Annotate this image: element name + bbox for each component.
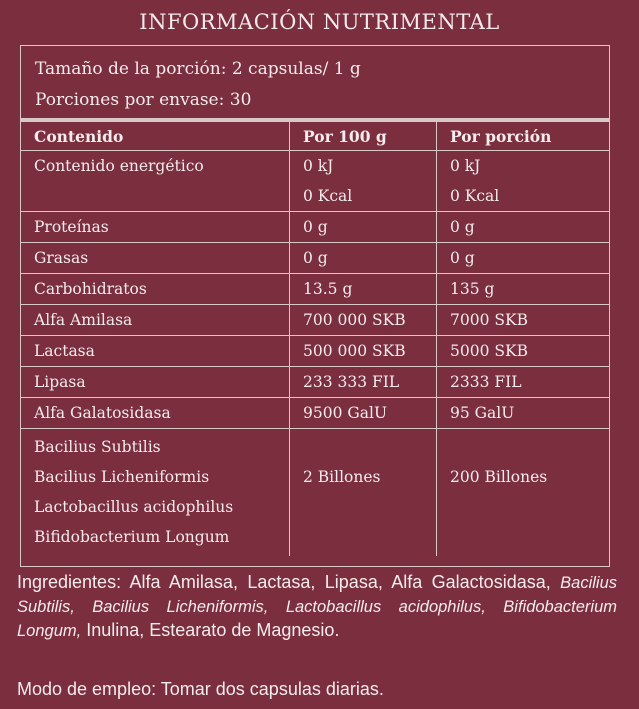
bacteria-perserv: 200 Billones	[437, 429, 610, 557]
bacteria-names	[21, 429, 290, 557]
nutrient-perserv: 95 GalU	[437, 398, 610, 429]
table-row	[21, 243, 609, 274]
nutrient-perserv: 135 g	[437, 274, 610, 305]
table-row	[21, 367, 609, 398]
energy-perserv	[437, 151, 610, 212]
table-row	[21, 212, 609, 243]
nutrient-label: Grasas	[21, 243, 290, 274]
header-contenido: Contenido	[21, 122, 290, 151]
nutrient-per100: 9500 GalU	[290, 398, 437, 429]
nutrient-per100: 500 000 SKB	[290, 336, 437, 367]
table-row	[21, 398, 609, 429]
nutrient-label: Alfa Galatosidasa	[21, 398, 290, 429]
table-row	[21, 336, 609, 367]
energy-per100	[290, 151, 437, 212]
table-row	[21, 305, 609, 336]
bacteria-name: Lactobacillus acidophilus	[34, 498, 234, 516]
serving-info	[35, 54, 361, 116]
label-title: INFORMACIÓN NUTRIMENTAL	[139, 10, 500, 34]
bacteria-name: Bacilius Subtilis	[34, 438, 161, 456]
nutrient-per100: 233 333 FIL	[290, 367, 437, 398]
nutrient-label: Carbohidratos	[21, 274, 290, 305]
header-per-100g: Por 100 g	[290, 122, 437, 151]
nutrient-per100: 13.5 g	[290, 274, 437, 305]
nutrient-per100: 700 000 SKB	[290, 305, 437, 336]
nutrient-perserv: 7000 SKB	[437, 305, 610, 336]
nutrient-perserv: 2333 FIL	[437, 367, 610, 398]
energy-per100-kcal: 0 Kcal	[303, 187, 353, 205]
nutrient-per100: 0 g	[290, 212, 437, 243]
bacteria-name: Bacilius Licheniformis	[34, 468, 210, 486]
nutrient-perserv: 0 g	[437, 243, 610, 274]
header-per-serving: Por porción	[437, 122, 610, 151]
table-row-bacteria	[21, 429, 609, 557]
energy-label: Contenido energético	[21, 151, 290, 212]
serving-size: Tamaño de la porción: 2 capsulas/ 1 g	[35, 59, 361, 79]
nutrition-panel	[20, 45, 610, 567]
table-row-energy	[21, 151, 609, 212]
bacteria-per100: 2 Billones	[290, 429, 437, 557]
energy-perserv-kj: 0 kJ	[450, 157, 481, 175]
energy-per100-kj: 0 kJ	[303, 157, 334, 175]
energy-perserv-kcal: 0 Kcal	[450, 187, 500, 205]
nutrition-table	[21, 122, 609, 556]
usage-instructions: Modo de empleo: Tomar dos capsulas diarias.	[17, 679, 384, 699]
nutrient-per100: 0 g	[290, 243, 437, 274]
ingredients-plain-1: Alfa Amilasa, Lactasa, Lipasa, Alfa Galactosidasa,	[129, 572, 551, 592]
nutrient-perserv: 0 g	[437, 212, 610, 243]
ingredients-text	[17, 571, 617, 643]
table-header-row	[21, 122, 609, 151]
table-row	[21, 274, 609, 305]
servings-per-container: Porciones por envase: 30	[35, 90, 252, 110]
bacteria-name: Bifidobacterium Longum	[34, 528, 230, 546]
ingredients-plain-2: Inulina, Estearato de Magnesio.	[86, 620, 340, 640]
ingredients-italic: Bacilius Subtilis, Bacilius Licheniformis, Lactobacillus acidophilus, Bifidobacterium Longum,	[17, 574, 617, 640]
nutrient-label: Lactasa	[21, 336, 290, 367]
nutrient-perserv: 5000 SKB	[437, 336, 610, 367]
nutrient-label: Lipasa	[21, 367, 290, 398]
nutrient-label: Proteínas	[21, 212, 290, 243]
nutrient-label: Alfa Amilasa	[21, 305, 290, 336]
ingredients-label: Ingredientes:	[17, 572, 122, 592]
